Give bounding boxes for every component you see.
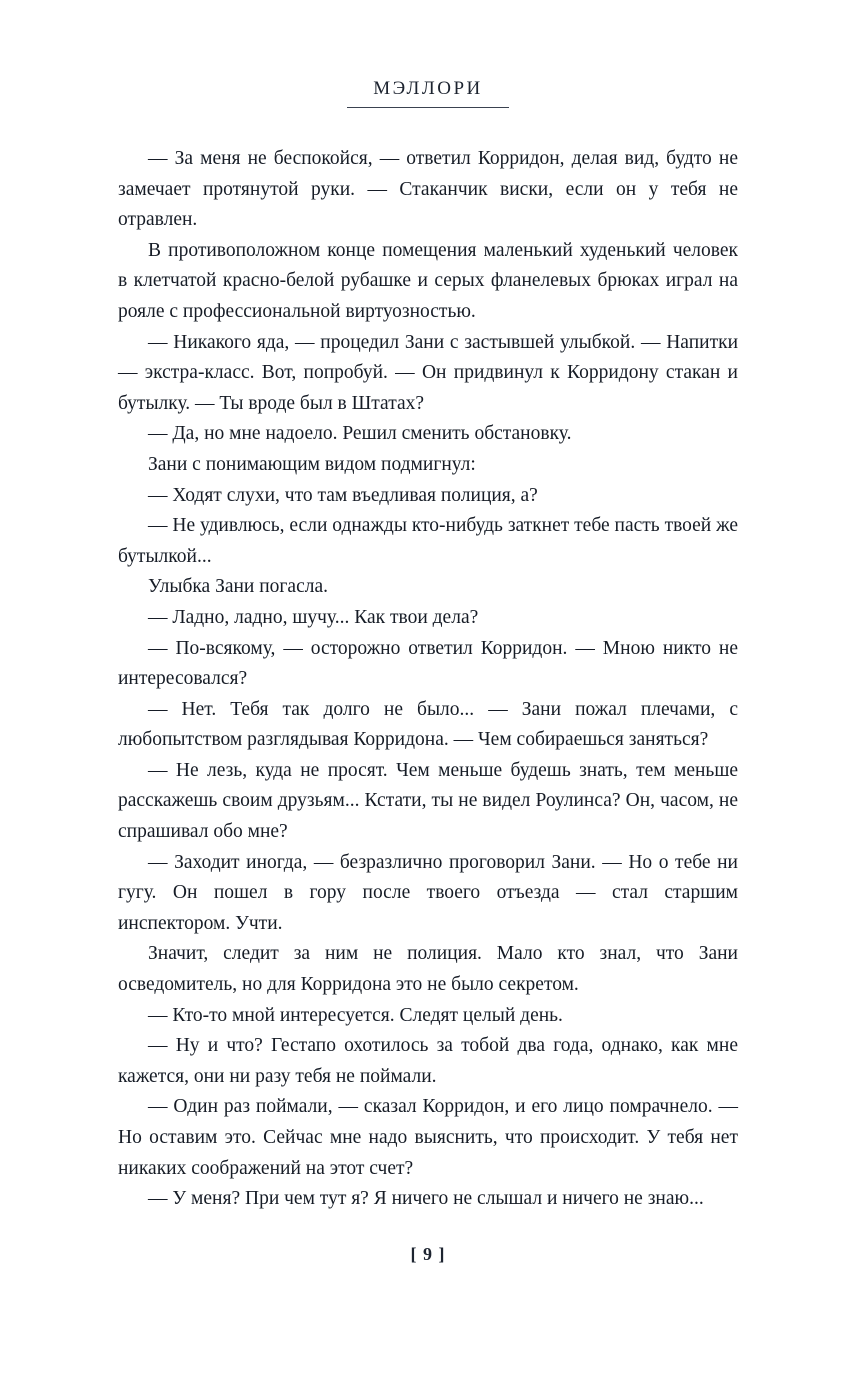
- paragraph: — Ходят слухи, что там въедливая полиция, а?: [148, 484, 538, 506]
- book-page: [0, 78, 856, 1377]
- paragraph: — За меня не беспокойся, — ответил Корридон, делая вид, будто не замечает протянутой руки. — Стаканчик виски, если он у тебя не отравлен.: [118, 148, 738, 231]
- paragraph: — Не удивлюсь, если однажды кто-нибудь заткнет тебе пасть твоей же бутылкой...: [118, 515, 738, 567]
- paragraph: — Заходит иногда, — безразлично проговорил Зани. — Но о тебе ни гугу. Он пошел в гору после твоего отъезда — стал старшим инспектором. Учти.: [118, 851, 738, 934]
- paragraph: Улыбка Зани погасла.: [148, 576, 328, 598]
- paragraph: — Кто-то мной интересуется. Следят целый день.: [148, 1004, 563, 1026]
- folio-bracket-left: [: [410, 1244, 418, 1264]
- paragraph: — Не лезь, куда не просят. Чем меньше будешь знать, тем меньше расскажешь своим друзьям... Кстати, ты не видел Роулинса? Он, часом, не спрашивал обо мне?: [118, 759, 738, 843]
- paragraph: — По-всякому, — осторожно ответил Корридон. — Мною никто не интересовался?: [118, 637, 738, 690]
- paragraph: Значит, следит за ним не полиция. Мало кто знал, что Зани осведомитель, но для Корридона это не было секретом.: [118, 943, 738, 996]
- paragraph: — Один раз поймали, — сказал Корридон, и его лицо помрачнело. — Но оставим это. Сейчас мне надо выяснить, что происходит. У тебя нет никаких соображений на этот счет?: [118, 1096, 738, 1179]
- page-number: 9: [423, 1244, 433, 1264]
- page-body: [118, 144, 738, 1215]
- paragraph: — Нет. Тебя так долго не было... — Зани пожал плечами, с любопытством разглядывая Корридона. — Чем собираешься заняться?: [118, 698, 738, 751]
- paragraph: — Да, но мне надоело. Решил сменить обстановку.: [148, 423, 572, 445]
- paragraph: — Ну и что? Гестапо охотилось за тобой два года, однако, как мне кажется, они ни разу тебя не поймали.: [118, 1035, 738, 1087]
- page-folio: [0, 1244, 856, 1265]
- page-header: [0, 78, 856, 108]
- folio-bracket-right: ]: [438, 1244, 446, 1264]
- paragraph: Зани с понимающим видом подмигнул:: [148, 453, 476, 475]
- paragraph: — У меня? При чем тут я? Я ничего не слышал и ничего не знаю...: [148, 1188, 704, 1210]
- paragraph: — Никакого яда, — процедил Зани с застывшей улыбкой. — Напитки — экстра-класс. Вот, попробуй. — Он придвинул к Корридону стакан и бутылку. — Ты вроде был в Штатах?: [118, 331, 738, 414]
- running-head: МЭЛЛОРИ: [347, 78, 509, 108]
- paragraph: В противоположном конце помещения маленький худенький человек в клетчатой красно-белой рубашке и серых фланелевых брюках играл на рояле с профессиональной виртуозностью.: [118, 239, 738, 322]
- paragraph: — Ладно, ладно, шучу... Как твои дела?: [148, 606, 479, 628]
